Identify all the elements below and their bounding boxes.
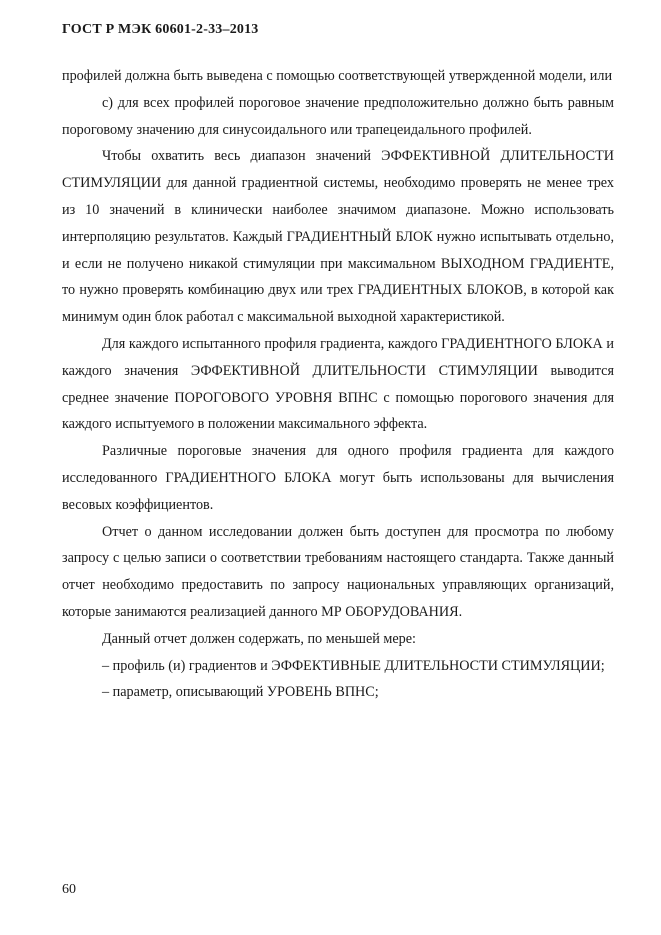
paragraph-weighting-factors: Различные пороговые значения для одного профиля градиента для каждого исследованного ГРАДИЕНТНОГО БЛОКА могут быть использованы для вычисления весовых коэффициентов. — [62, 443, 614, 513]
paragraph-average-threshold: Для каждого испытанного профиля градиента, каждого ГРАДИЕНТНОГО БЛОКА и каждого значения ЭФФЕКТИВНОЙ ДЛИТЕЛЬНОСТИ СТИМУЛЯЦИИ выводится среднее значение ПОРОГОВОГО УРОВНЯ ВПНС с помощью порогового значения для каждого испытуемого в положении максимального эффекта. — [62, 335, 614, 433]
paragraph-report-contents: Данный отчет должен содержать, по меньшей мере: — [102, 630, 417, 647]
running-header: ГОСТ Р МЭК 60601-2-33–2013 — [62, 22, 259, 37]
list-item-profiles: – профиль (и) градиентов и ЭФФЕКТИВНЫЕ ДЛИТЕЛЬНОСТИ СТИМУЛЯЦИИ; — [102, 657, 605, 674]
paragraph-stimulation-range: Чтобы охватить весь диапазон значений ЭФФЕКТИВНОЙ ДЛИТЕЛЬНОСТИ СТИМУЛЯЦИИ для данной градиентной системы, необходимо проверять не менее трех из 10 значений в клинически наиболее значимом диапазоне. Можно использовать интерполяцию результатов. Каждый ГРАДИЕНТНЫЙ БЛОК нужно испытывать отдельно, и если не получено никакой стимуляции при максимальном ВЫХОДНОМ ГРАДИЕНТЕ, то нужно проверять комбинацию двух или трех ГРАДИЕНТНЫХ БЛОКОВ, в которой как минимум один блок работал с максимальной выходной характеристикой. — [62, 148, 614, 326]
paragraph-item-c: c) для всех профилей пороговое значение предположительно должно быть равным пороговому значению для синусоидального или трапецеидального профилей. — [62, 94, 614, 138]
paragraph-continuation: профилей должна быть выведена с помощью соответствующей утвержденной модели, или — [62, 68, 613, 84]
paragraph-report-availability: Отчет о данном исследовании должен быть доступен для просмотра по любому запросу с целью записи о соответствии требованиям настоящего стандарта. Также данный отчет необходимо предоставить по запросу национальных управляющих организаций, которые занимаются реализацией данного МР ОБОРУДОВАНИЯ. — [62, 523, 614, 620]
page-number: 60 — [62, 882, 76, 897]
list-item-parameter: – параметр, описывающий УРОВЕНЬ ВПНС; — [102, 684, 379, 701]
body-text — [62, 63, 614, 706]
